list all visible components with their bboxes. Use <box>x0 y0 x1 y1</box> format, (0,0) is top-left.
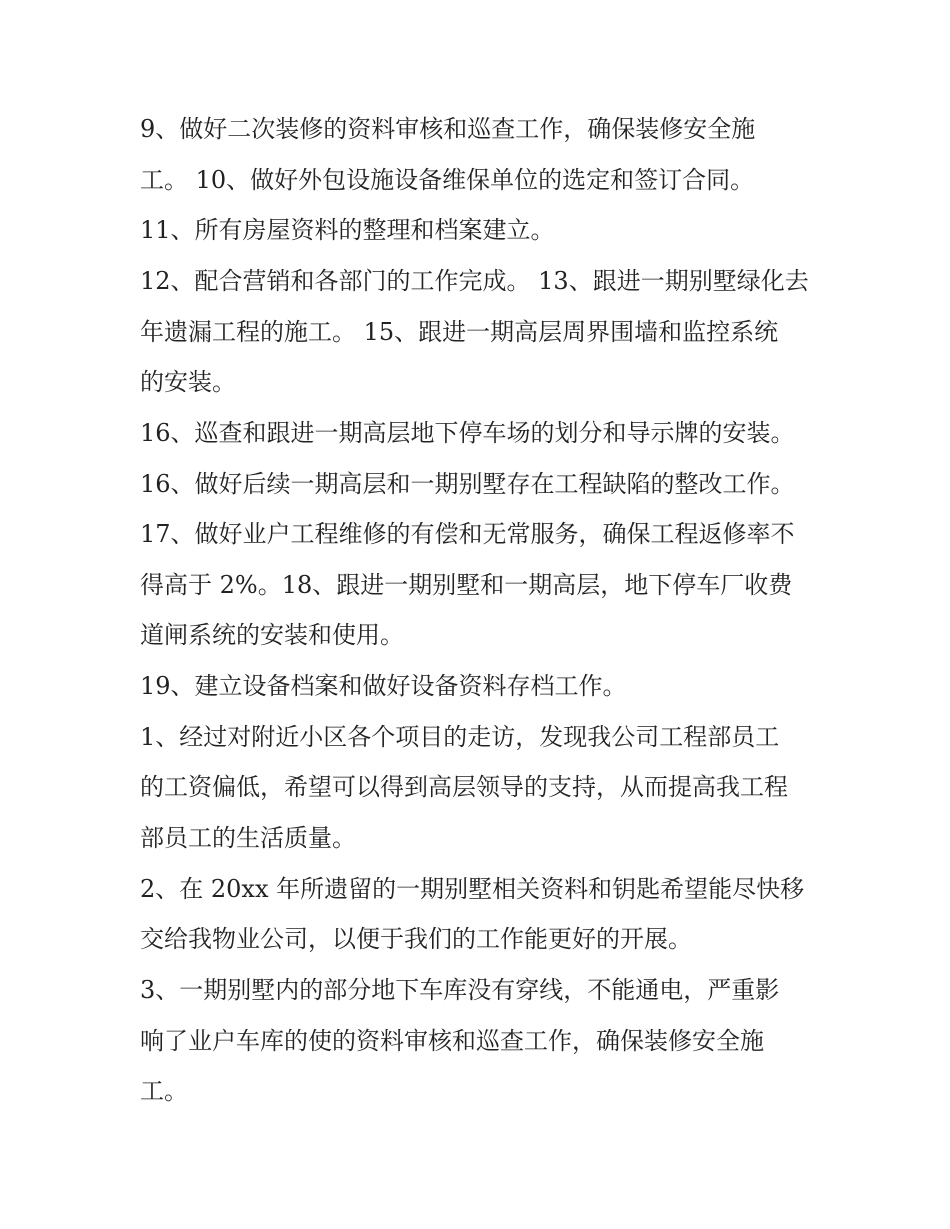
text-line: 16、巡查和跟进一期高层地下停车场的划分和导示牌的安装。 <box>140 419 795 447</box>
text-line: 11、所有房屋资料的整理和档案建立。 <box>140 216 555 244</box>
text-line: 17、做好业户工程维修的有偿和无常服务，确保工程返修率不 <box>140 520 795 548</box>
text-line: 得高于 2%。18、跟进一期别墅和一期高层，地下停车厂收费 <box>140 571 793 599</box>
text-line: 的工资偏低，希望可以得到高层领导的支持，从而提高我工程 <box>140 773 788 801</box>
text-line: 19、建立设备档案和做好设备资料存档工作。 <box>140 672 627 700</box>
text-line: 道闸系统的安装和使用。 <box>140 621 404 649</box>
text-line: 3、一期别墅内的部分地下车库没有穿线，不能通电，严重影 <box>140 976 780 1004</box>
text-line: 的安装。 <box>140 368 236 396</box>
text-line: 响了业户车库的使的资料审核和巡查工作，确保装修安全施 <box>140 1027 764 1055</box>
text-line: 12、配合营销和各部门的工作完成。 13、跟进一期别墅绿化去 <box>140 267 809 295</box>
text-line: 1、经过对附近小区各个项目的走访，发现我公司工程部员工 <box>140 723 780 751</box>
text-line: 部员工的生活质量。 <box>140 824 356 852</box>
text-line: 工。 10、做好外包设施设备维保单位的选定和签订合同。 <box>140 166 755 194</box>
text-line: 年遗漏工程的施工。 15、跟进一期高层周界围墙和监控系统 <box>140 318 779 346</box>
text-line: 2、在 20xx 年所遗留的一期别墅相关资料和钥匙希望能尽快移 <box>140 875 805 903</box>
text-line: 交给我物业公司，以便于我们的工作能更好的开展。 <box>140 925 692 953</box>
text-line: 工。 <box>140 1077 188 1105</box>
text-line: 9、做好二次装修的资料审核和巡查工作，确保装修安全施 <box>140 115 756 143</box>
text-line: 16、做好后续一期高层和一期别墅存在工程缺陷的整改工作。 <box>140 470 795 498</box>
